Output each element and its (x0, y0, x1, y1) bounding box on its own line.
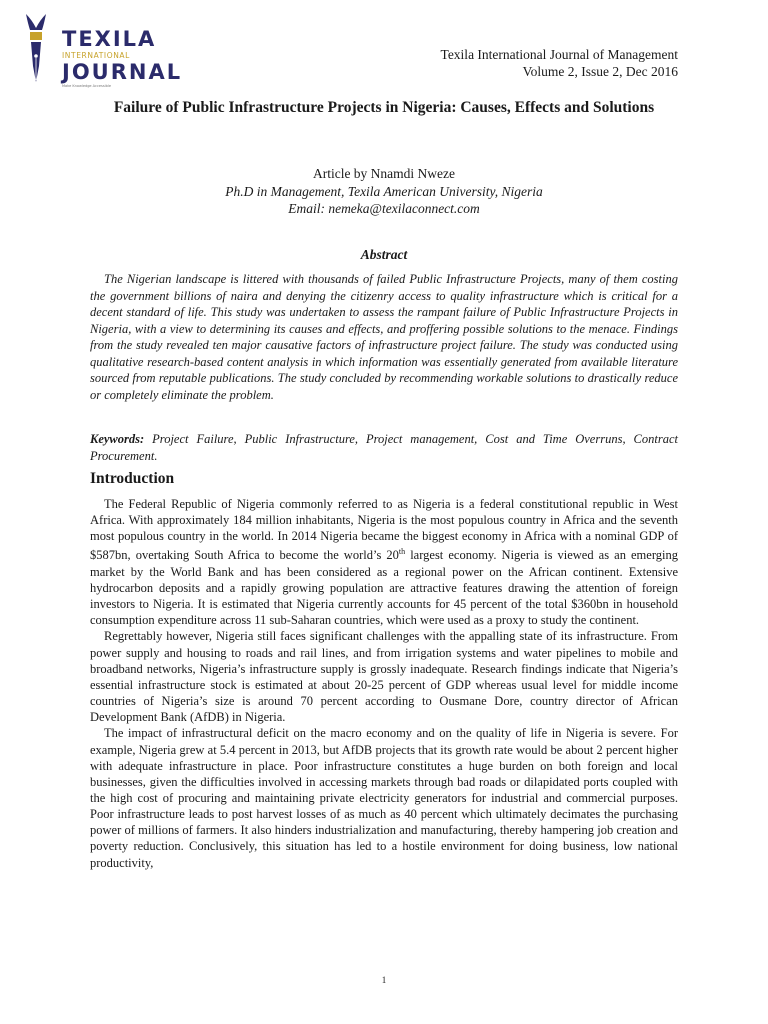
journal-name: Texila International Journal of Management (440, 47, 678, 62)
abstract-text: The Nigerian landscape is littered with thousands of failed Public Infrastructure Projects, many of them costing the government billions of naira and denying the citizenry access to quality infrastructure which is critical for a decent standard of life. This study was undertaken to assess the rampant failure of Public Infrastructure Projects in Nigeria, with a view to determining its causes and effects, and proffering possible solutions to the menace. Findings from the study revealed ten major causative factors of infrastructure project failure. The study was conducted using qualitative research-based content analysis in which information was essentially generated from available literature sourced from reputable publications. The study concluded by recommending workable solutions to drastically reduce or completely eliminate the problem. (90, 272, 678, 402)
author-email: Email: nemeka@texilaconnect.com (288, 201, 480, 216)
superscript: th (398, 547, 406, 557)
author-affiliation: Ph.D in Management, Texila American University, Nigeria (225, 183, 543, 199)
introduction-heading: Introduction (90, 470, 175, 487)
logo-wordmark-bottom: JOURNAL (62, 60, 183, 84)
keywords-label: Keywords: (90, 432, 145, 446)
abstract-heading: Abstract (360, 247, 408, 262)
author-block (90, 165, 678, 218)
logo-tagline: Make Knowledge Accessible (62, 84, 111, 88)
paragraph: Regrettably however, Nigeria still faces significant challenges with the appalling state of its infrastructure. From power supply and housing to roads and rail lines, and from irrigation systems and water pipelines to mobile and broadband networks, Nigeria’s infrastructure supply is grossly inadequate. Research findings indicate that Nigeria’s essential infrastructure stock is estimated at about 20-25 percent of GDP whereas usual level for middle income countries of Nigeria’s size is around 70 percent according to Ousmane Dore, country director of African Development Bank (AfDB) in Nigeria. (90, 629, 678, 725)
journal-issue: Volume 2, Issue 2, Dec 2016 (522, 64, 678, 79)
journal-logo (22, 10, 183, 88)
paragraph: The impact of infrastructural deficit on the macro economy and on the quality of life in Nigeria is severe. For example, Nigeria grew at 5.4 percent in 2013, but AfDB projects that its growth rate would be about 2 percent higher with adequate infrastructure in place. Poor infrastructure constitutes a huge burden on both foreign and local businesses, given the difficulties involved in accessing markets through bad roads or dilapidated ports coupled with the high cost of procuring and maintaining private electricity generators for industrial and commercial purposes. Poor infrastructure leads to post harvest losses of as much as 40 percent which ultimately decimates the purchasing power of millions of farmers. It also hinders industrialization and manufacturing, thereby hampering job creation and poverty reduction. Conclusively, this situation has led to a hostile environment for doing business, low national productivity, (90, 726, 678, 870)
page-number: 1 (381, 975, 387, 985)
paragraph-text: largest economy. Nigeria is viewed as an emerging market by the World Bank and has been considered as a regional power on the African continent. Extensive hydrocarbon deposits and a rapidly growing population are attractive features drawing the attention of foreign investors to Nigeria. It is estimated that Nigeria currently accounts for 45 percent of the total $360bn in household consumption expenditure across 11 sub-Saharan countries, which were used as a proxy to study the continent. (90, 548, 678, 628)
keywords (90, 431, 678, 464)
paragraph (90, 496, 678, 628)
logo-wordmark-middle: INTERNATIONAL (62, 51, 130, 60)
introduction-body (90, 496, 678, 871)
paragraph-text: The Federal Republic of Nigeria commonly referred to as Nigeria is a federal constitutional republic in West Africa. With approximately 184 million inhabitants, Nigeria is the most populous country in Africa and the seventh most populous country in the world. In 2014 Nigeria became the biggest economy in Africa with a nominal GDP of $587bn, overtaking South Africa to become the world’s 20 (90, 497, 678, 563)
keywords-text: Project Failure, Public Infrastructure, Project management, Cost and Time Overruns, Contract Procurement. (90, 432, 678, 463)
author-byline: Article by Nnamdi Nweze (312, 166, 456, 181)
pen-nib-icon (22, 10, 62, 88)
logo-wordmark-top: TEXILA (62, 27, 157, 51)
journal-header (441, 46, 678, 80)
article-title: Failure of Public Infrastructure Projects in Nigeria: Causes, Effects and Solutions (113, 99, 655, 116)
